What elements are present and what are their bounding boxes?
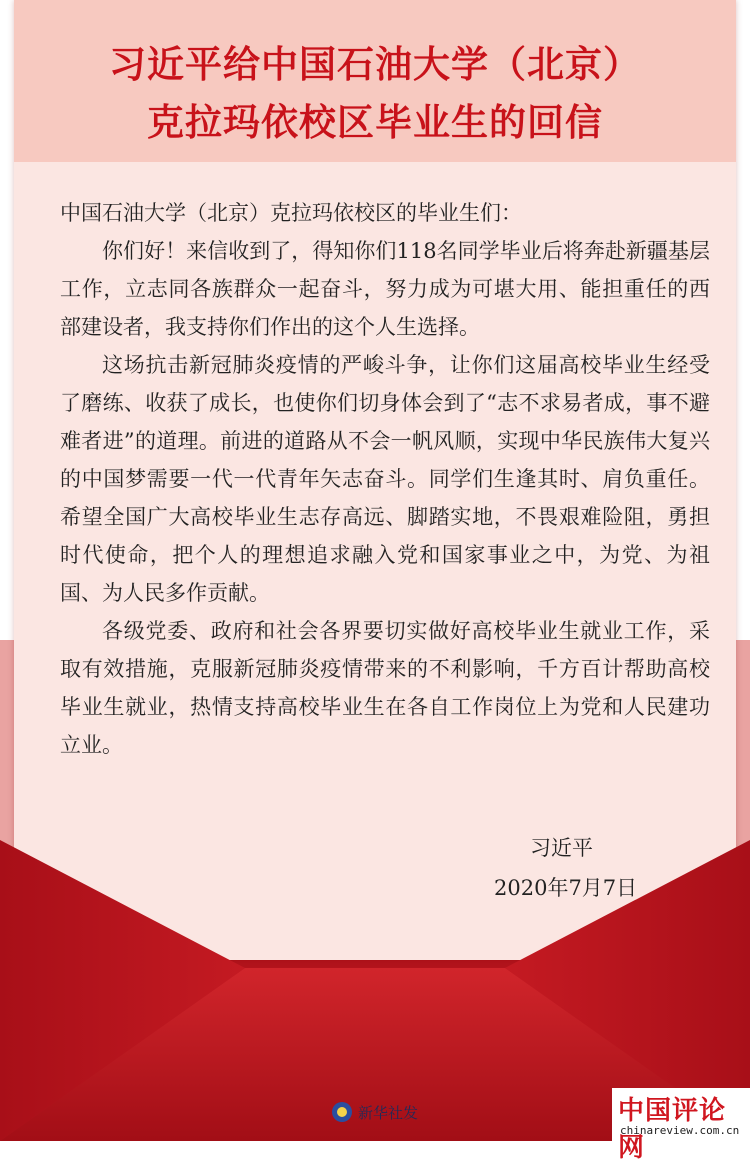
letter-date: 2020年7月7日 [494, 876, 638, 900]
letter-paragraph-2: 这场抗击新冠肺炎疫情的严峻斗争，让你们这届高校毕业生经受了磨练、收获了成长，也使你们切身体会到了“志不求易者成，事不避难者进”的道理。前进的道路从不会一帆风顺，实现中华民族伟大复兴的中国梦需要一代一代青年矢志奋斗。同学们生逢其时、肩负重任。希望全国广大高校毕业生志存高远、脚踏实地，不畏艰难险阻，勇担时代使命，把个人的理想追求融入党和国家事业之中，为党、为祖国、为人民多作贡献。 [60, 353, 710, 605]
agency-label: 新华社发 [358, 1103, 419, 1122]
watermark [612, 1088, 750, 1163]
title-line-1: 习近平给中国石油大学（北京） [109, 43, 641, 86]
letter-signer: 习近平 [530, 836, 593, 860]
title-line-2: 克拉玛依校区毕业生的回信 [147, 101, 603, 144]
agency-credit [332, 1100, 418, 1124]
watermark-title: 中国评论网 [618, 1096, 727, 1163]
letter-salutation: 中国石油大学（北京）克拉玛依校区的毕业生们： [60, 201, 522, 225]
letter-paragraph-3: 各级党委、政府和社会各界要切实做好高校毕业生就业工作，采取有效措施，克服新冠肺炎疫情带来的不利影响，千方百计帮助高校毕业生就业，热情支持高校毕业生在各自工作岗位上为党和人民建功立业。 [60, 619, 710, 757]
xinhua-logo-icon [332, 1102, 352, 1122]
letter-paragraph-1: 你们好！来信收到了，得知你们118名同学毕业后将奔赴新疆基层工作，立志同各族群众一起奋斗，努力成为可堪大用、能担重任的西部建设者，我支持你们作出的这个人生选择。 [60, 239, 710, 339]
watermark-url: chinareview.com.cn [620, 1124, 740, 1137]
